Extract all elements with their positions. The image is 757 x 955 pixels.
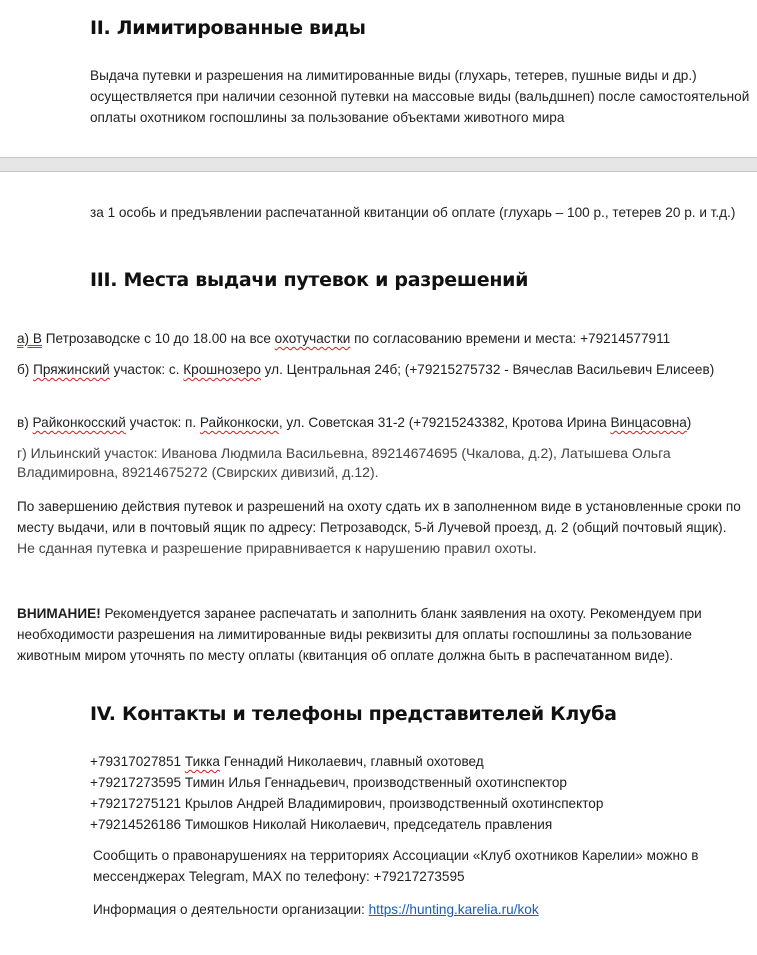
section4-heading: IV. Контакты и телефоны представителей Клуба [90, 703, 617, 725]
return-instructions-text: По завершению действия путевок и разрешений на охоту сдать их в заполненном виде в установленные сроки по месту выдачи, или в почтовый ящик по адресу: Петрозаводск, 5-й Лучевой проезд, д. 2 (общий почтовый ящик). [17, 499, 741, 535]
section2-heading: II. Лимитированные виды [90, 17, 366, 39]
issue-point-v [17, 412, 757, 433]
spellcheck-word: Пряжинский [33, 362, 110, 377]
contact-phone: +79214526186 [90, 817, 182, 832]
issue-point-g: г) Ильинский участок: Иванова Людмила Васильевна, 89214674695 (Чкалова, д.2), Латышева Ольга Владимировна, 89214675272 (Свирских дивизий, д.12). [17, 445, 671, 480]
attention-text: Рекомендуется заранее распечатать и заполнить бланк заявления на охоту. Рекомендуем при необходимости разрешения на лимитированные виды реквизиты для оплаты госпошлины за пользование животным миром уточнять по месту оплаты (квитанция об оплате должна быть в распечатанном виде). [17, 606, 702, 663]
organization-info-label: Информация о деятельности организации: [93, 902, 369, 917]
contact-phone: +79217275121 [90, 796, 182, 811]
attention-label: ВНИМАНИЕ! [17, 606, 101, 621]
issue-point-b-contact: ул. Центральная 24б; (+79215275732 - Вячеслав Васильевич Елисеев) [260, 362, 715, 377]
spellcheck-word: Винцасовна [610, 415, 687, 430]
spellcheck-word: охотучастки [274, 331, 351, 346]
contact-details: Илья Геннадьевич, производственный охотинспектор [224, 775, 567, 790]
spellcheck-word: Райконкоски [199, 415, 279, 430]
organization-info [93, 899, 748, 920]
issue-point-b-text: участок: с. [109, 362, 184, 377]
contact-surname: Тимошков [184, 817, 249, 832]
issue-point-v-text: участок: п. [125, 415, 200, 430]
contact-surname: Крылов [184, 796, 234, 811]
section2-paragraph-part2: за 1 особь и предъявлении распечатанной квитанции об оплате (глухарь – 100 р., тетерев 20 р. и т.д.) [90, 205, 736, 220]
contact-item [90, 814, 730, 835]
organization-website-link[interactable]: https://hunting.karelia.ru/kok [368, 902, 539, 917]
contact-details: Николай Николаевич, председатель правления [248, 817, 553, 832]
issue-point-v-prefix: в) [17, 415, 33, 430]
report-violations-text: Сообщить о правонарушениях на территориях Ассоциации «Клуб охотников Карелии» можно в мессенджерах Telegram, MAX по телефону: +79217273595 [93, 848, 699, 884]
issue-point-a [17, 328, 752, 349]
contact-details: Геннадий Николаевич, главный охотовед [219, 754, 484, 769]
contact-surname: Тимин [184, 775, 225, 790]
contact-surname: Тикка [184, 754, 220, 769]
contact-phone: +79317027851 [90, 754, 182, 769]
return-instructions [17, 496, 747, 559]
issue-point-b-prefix: б) [17, 362, 34, 377]
issue-point-a-prefix: а) В [17, 331, 42, 346]
contacts-list [90, 751, 730, 835]
issue-point-a-phone: по согласованию времени и места: +79214577911 [350, 331, 671, 346]
issue-point-a-text: Петрозаводске с 10 до 18.00 на все [41, 331, 275, 346]
contact-item [90, 793, 730, 814]
attention-paragraph [17, 603, 747, 666]
contact-phone: +79217273595 [90, 775, 182, 790]
spellcheck-word: Райконкосский [32, 415, 126, 430]
page-break-gap [0, 157, 757, 172]
spellcheck-word: Крошнозеро [183, 362, 261, 377]
section3-heading: III. Места выдачи путевок и разрешений [90, 269, 529, 291]
issue-point-b [17, 359, 717, 380]
issue-point-v-contact: , ул. Советская 31-2 (+79215243382, Кротова Ирина [278, 415, 611, 430]
issue-point-v-end: ) [686, 415, 692, 430]
contact-item [90, 772, 730, 793]
return-warning: Не сданная путевка и разрешение приравнивается к нарушению правил охоты. [17, 540, 537, 556]
contact-item [90, 751, 730, 772]
section2-paragraph-part1: Выдача путевки и разрешения на лимитированные виды (глухарь, тетерев, пушные виды и др.) осуществляется при наличии сезонной путевки на массовые виды (вальдшнеп) после самостоятельной оплаты охотником госпошлины за пользование объектами животного мира [90, 68, 750, 125]
contact-details: Андрей Владимирович, производственный охотинспектор [233, 796, 604, 811]
